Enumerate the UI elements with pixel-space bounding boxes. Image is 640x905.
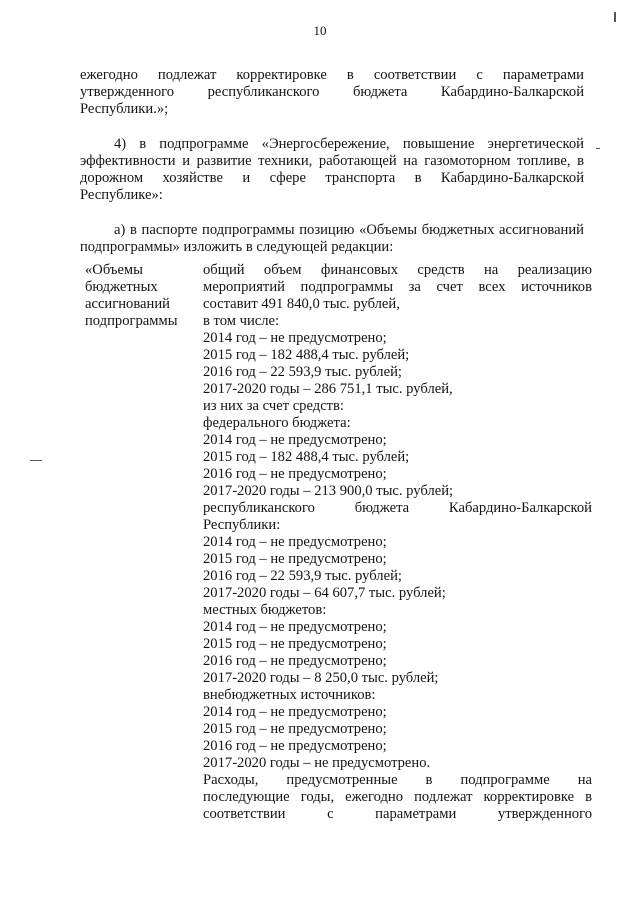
text-line: эффективности и развитие техники, работающей на газомоторном топливе, в	[80, 153, 584, 169]
right-cell-line: внебюджетных источников:	[203, 687, 376, 703]
right-cell-line: федерального бюджета:	[203, 415, 351, 431]
right-cell-line: 2016 год – 22 593,9 тыс. рублей;	[203, 364, 402, 380]
right-cell-line: Республики:	[203, 517, 281, 533]
text-line: 4) в подпрограмме «Энергосбережение, повышение энергетической	[114, 136, 584, 152]
text-line: ежегодно подлежат корректировке в соответствии с параметрами	[80, 67, 584, 83]
right-cell-line: в том числе:	[203, 313, 280, 329]
table-left-cell	[85, 262, 195, 330]
text-line: утвержденного республиканского бюджета Кабардино-Балкарской	[80, 84, 584, 100]
scan-mark	[596, 148, 600, 149]
right-cell-line: 2017-2020 годы – 213 900,0 тыс. рублей;	[203, 483, 454, 499]
right-cell-line: 2016 год – не предусмотрено;	[203, 653, 387, 669]
item-a-paragraph	[80, 222, 584, 256]
right-cell-line: 2014 год – не предусмотрено;	[203, 432, 387, 448]
right-cell-line: 2017-2020 годы – 64 607,7 тыс. рублей;	[203, 585, 446, 601]
right-cell-line: составит 491 840,0 тыс. рублей,	[203, 296, 400, 312]
right-cell-line: 2016 год – 22 593,9 тыс. рублей;	[203, 568, 402, 584]
item-4-paragraph	[80, 136, 584, 204]
left-cell-line: «Объемы	[85, 262, 143, 278]
right-cell-line: из них за счет средств:	[203, 398, 344, 414]
right-cell-line: 2015 год – 182 488,4 тыс. рублей;	[203, 449, 410, 465]
intro-paragraph	[80, 67, 584, 118]
right-cell-line: 2015 год – не предусмотрено;	[203, 636, 387, 652]
scan-mark	[30, 460, 42, 461]
left-cell-line: подпрограммы	[85, 313, 178, 329]
scan-mark	[614, 12, 616, 22]
text-line: подпрограммы» изложить в следующей редакции:	[80, 239, 394, 255]
text-line: а) в паспорте подпрограммы позицию «Объемы бюджетных ассигнований	[114, 222, 584, 238]
right-cell-line: последующие годы, ежегодно подлежат корректировке в	[203, 789, 592, 805]
right-cell-line: соответствии с параметрами утвержденного	[203, 806, 592, 822]
right-cell-line: 2014 год – не предусмотрено;	[203, 619, 387, 635]
text-line: Республики.»;	[80, 101, 169, 117]
right-cell-line: 2015 год – не предусмотрено;	[203, 721, 387, 737]
right-cell-line: мероприятий подпрограммы за счет всех источников	[203, 279, 592, 295]
right-cell-line: 2017-2020 годы – не предусмотрено.	[203, 755, 431, 771]
page-number: 10	[313, 23, 327, 38]
left-cell-line: бюджетных	[85, 279, 158, 295]
right-cell-line: Расходы, предусмотренные в подпрограмме на	[203, 772, 592, 788]
right-cell-line: 2016 год – не предусмотрено;	[203, 466, 387, 482]
right-cell-line: 2017-2020 годы – 8 250,0 тыс. рублей;	[203, 670, 439, 686]
right-cell-line: 2014 год – не предусмотрено;	[203, 330, 387, 346]
right-cell-line: местных бюджетов:	[203, 602, 327, 618]
text-line: Республике»:	[80, 187, 163, 203]
table-right-cell	[203, 262, 592, 823]
right-cell-line: 2016 год – не предусмотрено;	[203, 738, 387, 754]
right-cell-line: 2015 год – не предусмотрено;	[203, 551, 387, 567]
right-cell-line: 2015 год – 182 488,4 тыс. рублей;	[203, 347, 410, 363]
right-cell-line: 2017-2020 годы – 286 751,1 тыс. рублей,	[203, 381, 453, 397]
right-cell-line: общий объем финансовых средств на реализацию	[203, 262, 592, 278]
text-line: дорожном хозяйстве и сфере транспорта в Кабардино-Балкарской	[80, 170, 584, 186]
left-cell-line: ассигнований	[85, 296, 170, 312]
right-cell-line: 2014 год – не предусмотрено;	[203, 534, 387, 550]
right-cell-line: 2014 год – не предусмотрено;	[203, 704, 387, 720]
right-cell-line: республиканского бюджета Кабардино-Балкарской	[203, 500, 592, 516]
